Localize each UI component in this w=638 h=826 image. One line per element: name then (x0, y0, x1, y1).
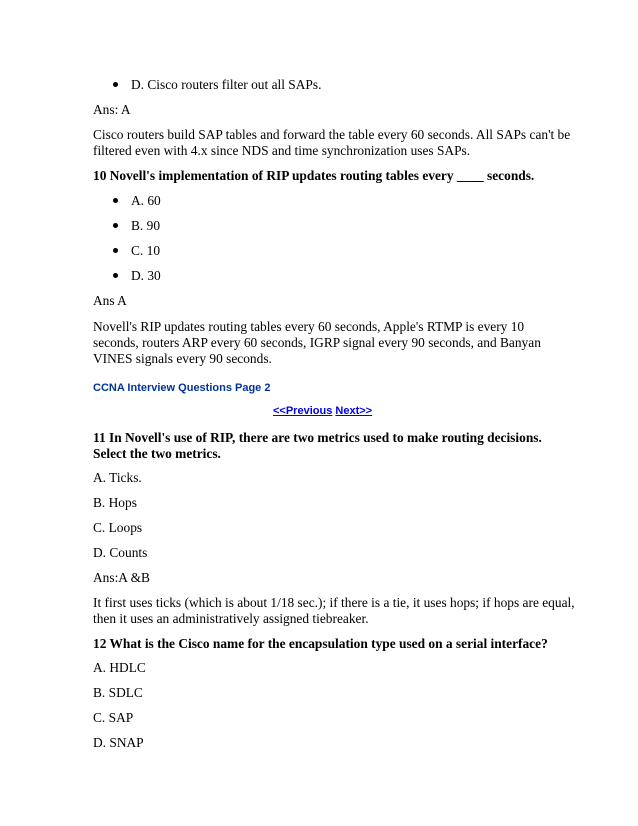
q10-option-d-text: D. 30 (131, 268, 161, 283)
page-section-title: CCNA Interview Questions Page 2 (93, 382, 271, 394)
q11-option-c: C. Loops (93, 520, 143, 535)
bullet-icon (113, 198, 118, 203)
q11-option-a: A. Ticks. (93, 470, 142, 485)
q12-option-a: A. HDLC (93, 660, 146, 675)
q10-explanation-line2: seconds, routers ARP every 60 seconds, IGRP signal every 90 seconds, and Banyan (93, 335, 541, 350)
q11-question-line2: Select the two metrics. (93, 446, 221, 461)
q9-answer: Ans: A (93, 102, 131, 117)
bullet-icon (113, 223, 118, 228)
q9-explanation-line1: Cisco routers build SAP tables and forward the table every 60 seconds. All SAPs can't be (93, 127, 571, 142)
q9-explanation-line2: filtered even with 4.x since NDS and time synchronization uses SAPs. (93, 143, 471, 158)
q11-question-line1: 11 In Novell's use of RIP, there are two metrics used to make routing decisions. (93, 430, 542, 445)
q10-explanation-line3: VINES signals every 90 seconds. (93, 351, 272, 366)
q10-option-a-text: A. 60 (131, 193, 161, 208)
q11-answer: Ans:A &B (93, 570, 150, 585)
q10-option-c-text: C. 10 (131, 243, 161, 258)
page-navigation (273, 404, 372, 418)
bullet-icon (113, 248, 118, 253)
q9-option-d-text: D. Cisco routers filter out all SAPs. (131, 77, 322, 92)
q12-option-b: B. SDLC (93, 685, 143, 700)
q11-option-b: B. Hops (93, 495, 137, 510)
q12-question: 12 What is the Cisco name for the encapsulation type used on a serial interface? (93, 636, 548, 651)
q10-question: 10 Novell's implementation of RIP updates routing tables every ____ seconds. (93, 168, 535, 183)
q12-option-d: D. SNAP (93, 735, 144, 750)
q10-option-b-text: B. 90 (131, 218, 161, 233)
q11-explanation-line1: It first uses ticks (which is about 1/18 sec.); if there is a tie, it uses hops; if hops are equal, (93, 595, 575, 610)
q11-option-d: D. Counts (93, 545, 148, 560)
q11-explanation-line2: then it uses an administratively assigned tiebreaker. (93, 611, 369, 626)
previous-link[interactable]: <<Previous (273, 405, 333, 417)
q12-option-c: C. SAP (93, 710, 134, 725)
bullet-icon (113, 273, 118, 278)
q10-answer: Ans A (93, 293, 127, 308)
bullet-icon (113, 82, 118, 87)
q10-explanation-line1: Novell's RIP updates routing tables every 60 seconds, Apple's RTMP is every 10 (93, 319, 525, 334)
next-link[interactable]: Next>> (335, 405, 373, 417)
